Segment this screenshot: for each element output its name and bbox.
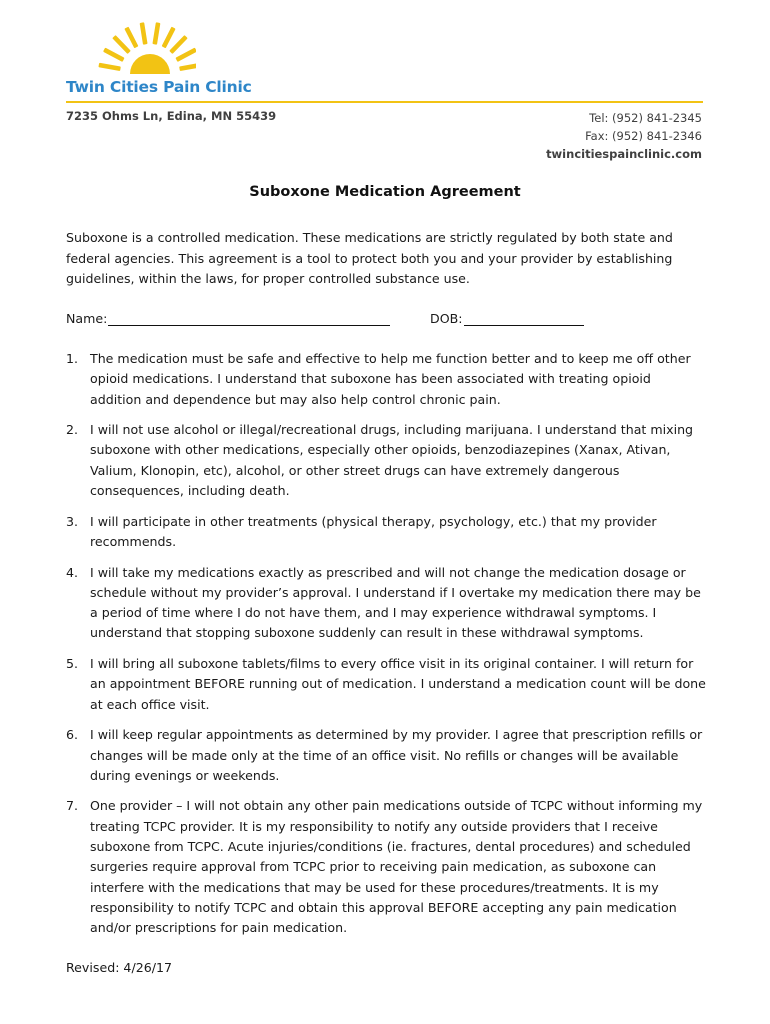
item-text: One provider – I will not obtain any other pain medications outside of TCPC without informing my treating TCPC provider. It is my responsibility to notify any outside providers that I receive suboxone from TCPC. Acute injuries/conditions (ie. fractures, dental procedures) and scheduled surgeries require approval from TCPC prior to receiving pain medication, as suboxone can interfere with the medications that may be used for these procedures/treatments. It is my responsibility to notify TCPC and obtain this approval BEFORE accepting any pain medication and/or prescriptions for pain medication. [90, 798, 703, 936]
dob-blank-line[interactable] [464, 311, 584, 326]
clinic-logo-text: Twin Cities Pain Clinic [66, 78, 252, 96]
sun-logo-icon [66, 18, 196, 78]
agreement-terms-list [66, 349, 706, 949]
item-number: 7. [66, 798, 79, 814]
patient-fields [66, 311, 706, 331]
phone-number: Tel: (952) 841-2345 [589, 111, 702, 125]
item-text: The medication must be safe and effective to help me function better and to keep me off other opioid medications. I understand that suboxone has been associated with treating opioid addition and dependence but may also help control chronic pain. [90, 351, 691, 407]
website-link[interactable]: twincitiespainclinic.com [546, 147, 702, 161]
item-number: 3. [66, 513, 79, 529]
list-item [66, 512, 706, 553]
item-text: I will bring all suboxone tablets/films to every office visit in its original container. I will return for an appointment BEFORE running out of medication. I understand a medication count will be done at each office visit. [90, 656, 706, 712]
revision-date: Revised: 4/26/17 [66, 960, 172, 975]
item-text: I will not use alcohol or illegal/recreational drugs, including marijuana. I understand that mixing suboxone with other medications, especially other opioids, benzodiazepines (Xanax, Ativan, Valium, Klonopin, etc), alcohol, or other street drugs can have extremely dangerous consequences, including death. [90, 422, 694, 499]
item-number: 4. [66, 564, 79, 580]
name-blank-line[interactable] [108, 311, 390, 326]
list-item [66, 420, 706, 501]
list-item [66, 725, 706, 786]
item-text: I will take my medications exactly as prescribed and will not change the medication dosage or schedule without my provider’s approval. I understand if I overtake my medication there may be a period of time where I do not have them, and I may experience withdrawal symptoms. I understand that stopping suboxone suddenly can result in these withdrawal symptoms. [90, 564, 701, 641]
item-text: I will participate in other treatments (physical therapy, psychology, etc.) that my provider recommends. [90, 513, 657, 549]
dob-field[interactable] [430, 311, 584, 326]
name-field[interactable] [66, 311, 390, 326]
list-item [66, 654, 706, 715]
item-number: 6. [66, 727, 79, 743]
clinic-logo [66, 18, 266, 98]
fax-number: Fax: (952) 841-2346 [585, 129, 702, 143]
document-title: Suboxone Medication Agreement [249, 184, 521, 200]
dob-label: DOB: [430, 311, 463, 326]
list-item [66, 563, 706, 644]
item-text: I will keep regular appointments as determined by my provider. I agree that prescription refills or changes will be made only at the time of an office visit. No refills or changes will be available during evenings or weekends. [90, 727, 703, 783]
list-item [66, 796, 706, 938]
header-divider [66, 101, 703, 103]
item-number: 5. [66, 656, 79, 672]
item-number: 2. [66, 422, 79, 438]
clinic-address: 7235 Ohms Ln, Edina, MN 55439 [66, 109, 277, 123]
intro-paragraph: Suboxone is a controlled medication. These medications are strictly regulated by both state and federal agencies. This agreement is a tool to protect both you and your provider by establishing guidelines, within the laws, for proper controlled substance use. [66, 230, 673, 286]
item-number: 1. [66, 351, 79, 366]
name-label: Name: [66, 311, 108, 326]
contact-block [546, 109, 702, 163]
list-item [66, 349, 706, 410]
